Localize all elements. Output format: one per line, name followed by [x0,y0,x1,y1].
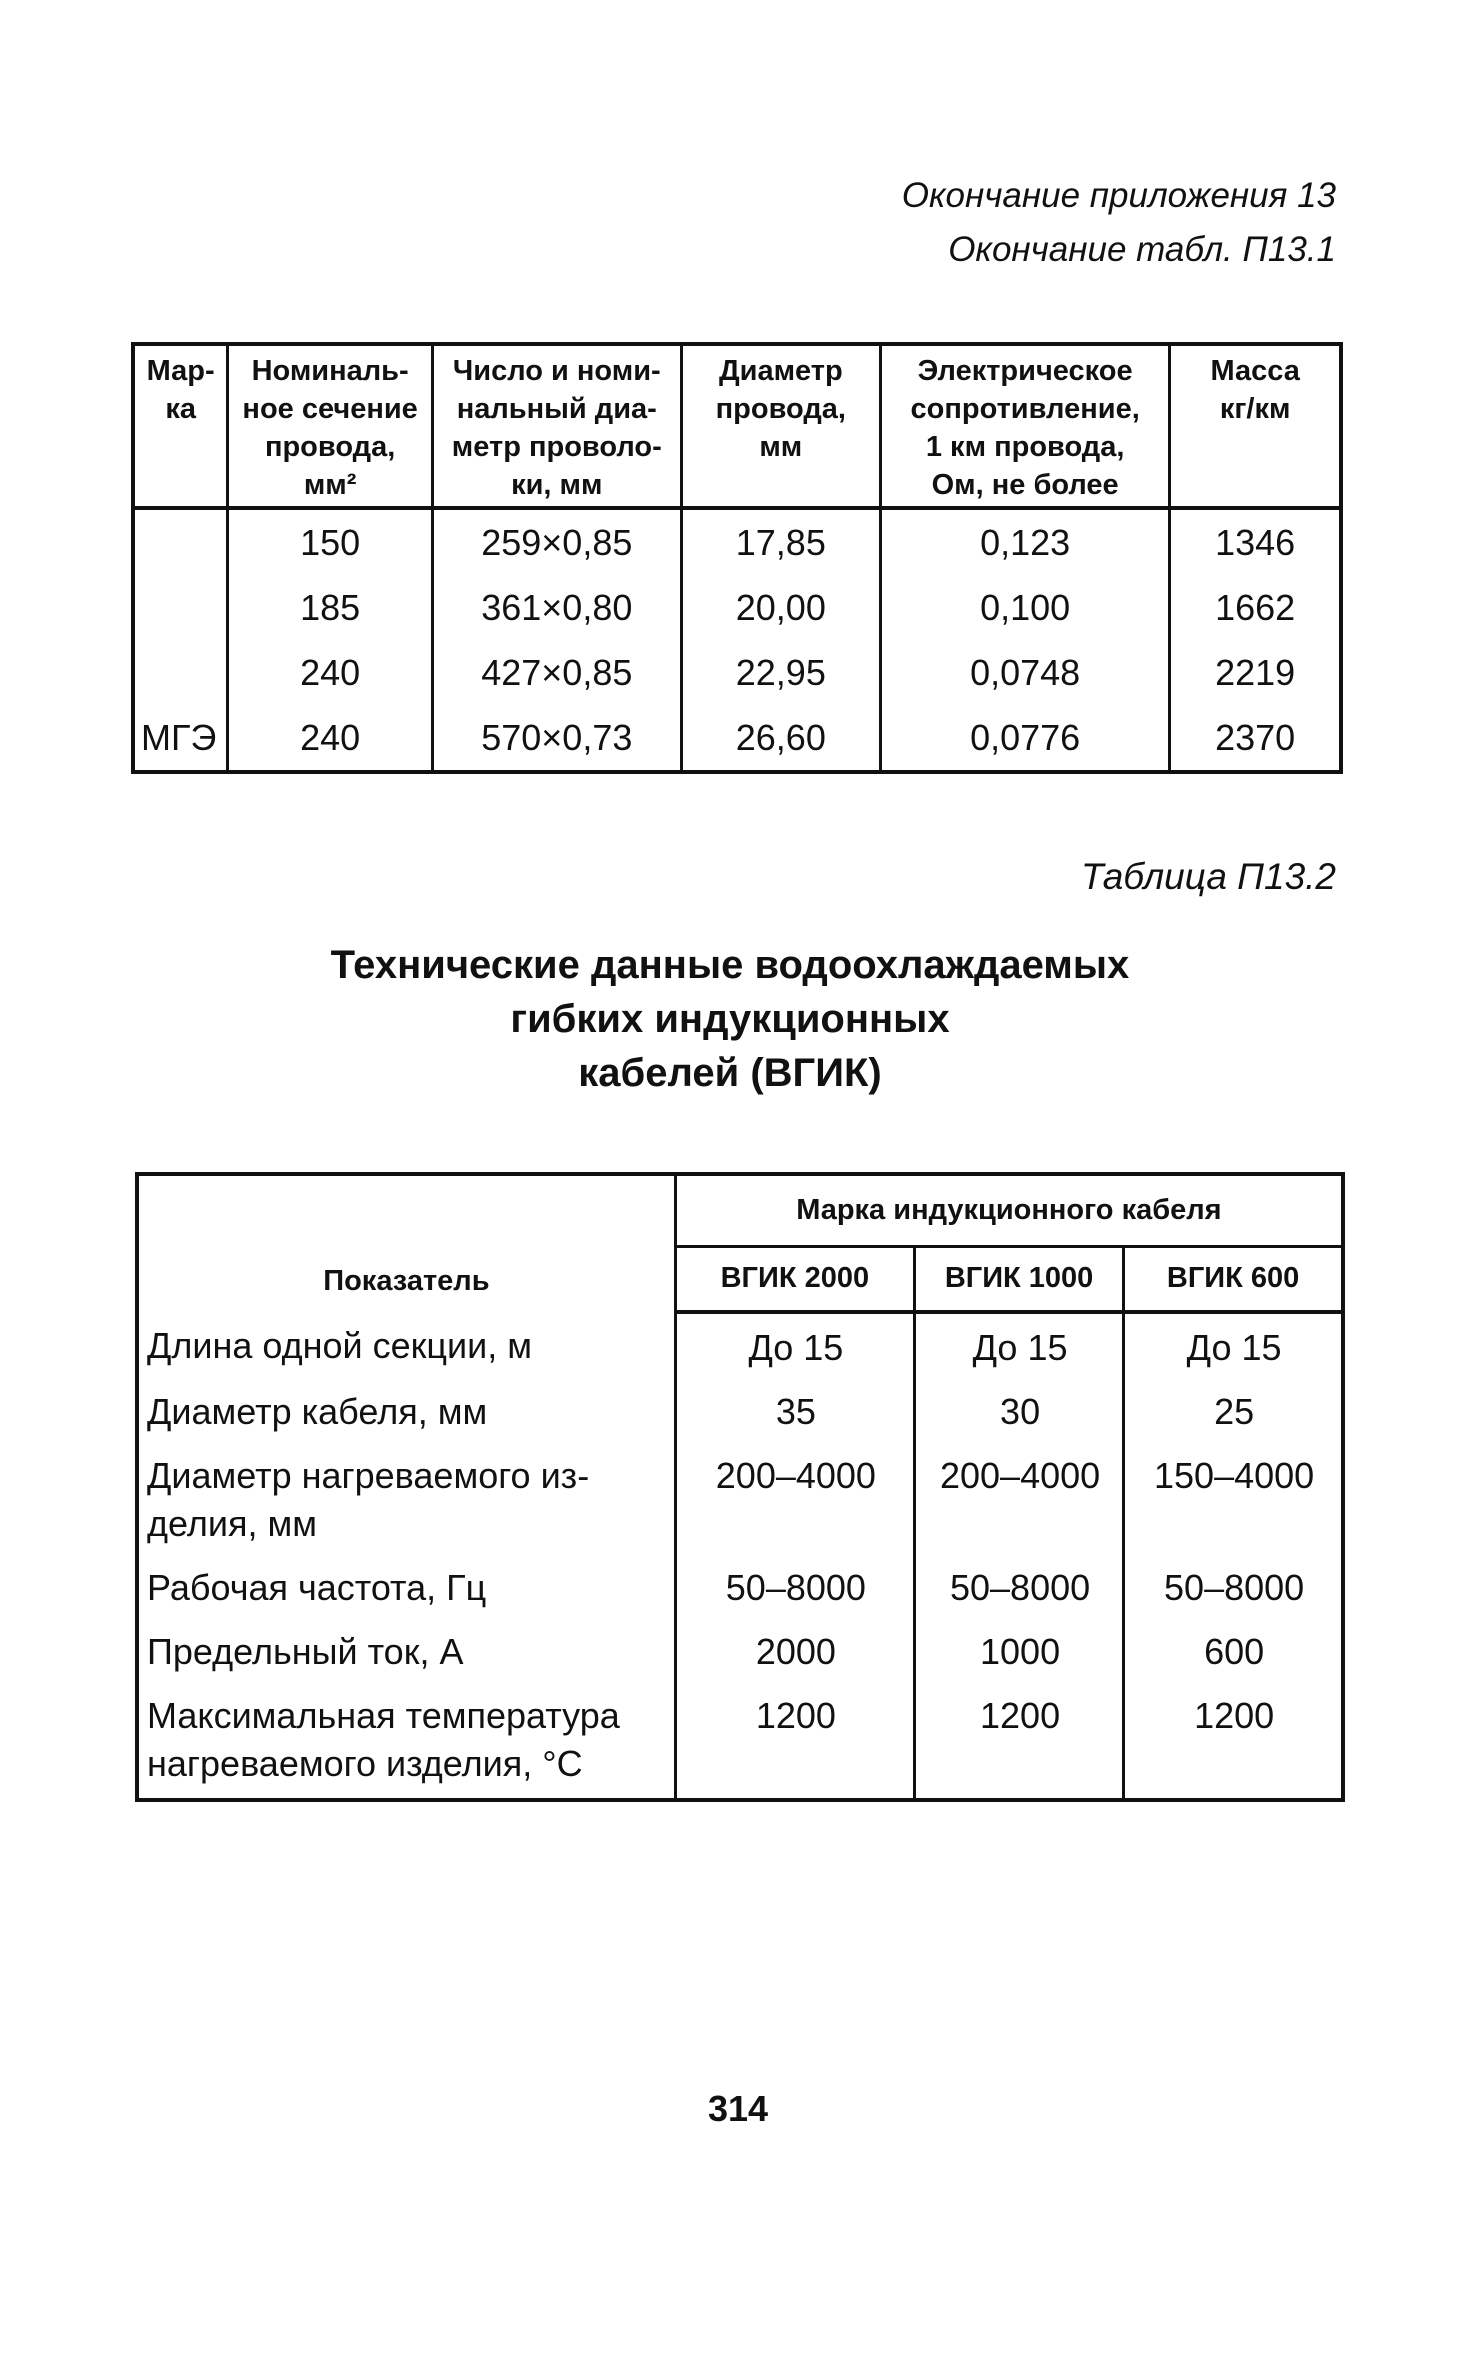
table-row [133,705,1341,772]
cell-brand [133,575,228,640]
cell-indicator: Диаметр нагреваемого из-делия, мм [137,1442,675,1554]
col-header-mass: Масса кг/км [1170,344,1341,508]
table-header-row [137,1174,1343,1246]
cell-value: 600 [1124,1618,1343,1682]
cell-resistance: 0,123 [880,508,1169,575]
title-line: Технические данные водоохлаждаемых [330,943,1130,987]
cell-indicator: Длина одной секции, м [137,1312,675,1378]
col-header-brand: Мар- ка [133,344,228,508]
cell-mass: 2219 [1170,640,1341,705]
title-line: кабелей (ВГИК) [578,1051,882,1095]
cell-value: 30 [914,1378,1123,1442]
cell-value: 1200 [1124,1682,1343,1800]
page-number: 314 [707,2088,769,2129]
cell-indicator: Предельный ток, А [137,1618,675,1682]
table-row [137,1618,1343,1682]
table-row [137,1378,1343,1442]
cell-value: До 15 [1124,1312,1343,1378]
cell-value: 200–4000 [675,1442,914,1554]
cell-mass: 1346 [1170,508,1341,575]
col-header-group: Марка индукционного кабеля [675,1174,1343,1246]
cell-value: До 15 [675,1312,914,1378]
cell-brand [133,640,228,705]
table-row [137,1682,1343,1800]
table-row [133,508,1341,575]
appendix-end-caption: Окончание приложения 13 [901,176,1336,215]
cell-mass: 2370 [1170,705,1341,772]
title-line: гибких индукционных [510,997,950,1041]
cell-diameter: 22,95 [681,640,880,705]
table-header-row [133,344,1341,508]
cell-value: 150–4000 [1124,1442,1343,1554]
cell-indicator: Диаметр кабеля, мм [137,1378,675,1442]
col-header-indicator: Показатель [137,1174,675,1312]
cell-section: 240 [228,705,433,772]
col-header-wires: Число и номи- нальный диа- метр проволо- ки, мм [432,344,681,508]
cell-wires: 570×0,73 [432,705,681,772]
col-header-brand: ВГИК 600 [1124,1246,1343,1312]
vgik-cable-table [135,1172,1345,1802]
cell-section: 185 [228,575,433,640]
col-header-diameter: Диаметр провода, мм [681,344,880,508]
col-header-section: Номиналь- ное сечение провода, мм² [228,344,433,508]
cell-value: 2000 [675,1618,914,1682]
cell-value: 200–4000 [914,1442,1123,1554]
cell-resistance: 0,100 [880,575,1169,640]
cell-indicator: Максимальная температура нагреваемого изделия, °С [137,1682,675,1800]
cell-value: 1200 [914,1682,1123,1800]
col-header-brand: ВГИК 1000 [914,1246,1123,1312]
cell-value: 1000 [914,1618,1123,1682]
cell-diameter: 17,85 [681,508,880,575]
table-end-caption: Окончание табл. П13.1 [948,230,1336,269]
cell-brand: МГЭ [133,705,228,772]
cell-value: 35 [675,1378,914,1442]
cell-value: 50–8000 [914,1554,1123,1618]
col-header-resistance: Электрическое сопротивление, 1 км провода, Ом, не более [880,344,1169,508]
table-label: Таблица П13.2 [1080,856,1336,897]
cell-resistance: 0,0776 [880,705,1169,772]
table-row [133,640,1341,705]
table-row [137,1312,1343,1378]
cell-value: 25 [1124,1378,1343,1442]
table-row [133,575,1341,640]
cell-section: 150 [228,508,433,575]
cell-value: 50–8000 [675,1554,914,1618]
cable-table-p13-1 [131,342,1343,774]
cell-brand [133,508,228,575]
cell-wires: 259×0,85 [432,508,681,575]
cell-indicator: Рабочая частота, Гц [137,1554,675,1618]
cell-value: 50–8000 [1124,1554,1343,1618]
cell-wires: 361×0,80 [432,575,681,640]
table-row [137,1554,1343,1618]
table-title [200,938,1260,1100]
table-row [137,1442,1343,1554]
cell-section: 240 [228,640,433,705]
cell-diameter: 26,60 [681,705,880,772]
cell-resistance: 0,0748 [880,640,1169,705]
col-header-brand: ВГИК 2000 [675,1246,914,1312]
cell-value: До 15 [914,1312,1123,1378]
cell-diameter: 20,00 [681,575,880,640]
cell-mass: 1662 [1170,575,1341,640]
cell-wires: 427×0,85 [432,640,681,705]
cell-value: 1200 [675,1682,914,1800]
